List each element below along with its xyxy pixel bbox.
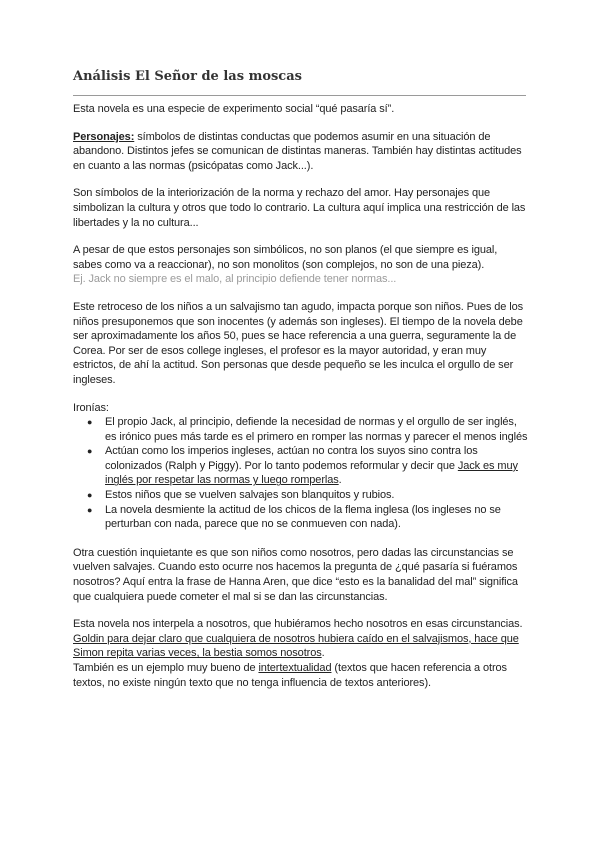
list-item xyxy=(105,444,528,488)
tambien-paragraph xyxy=(73,661,528,690)
personajes-paragraph xyxy=(73,130,528,174)
personajes-label: Personajes: xyxy=(73,130,135,143)
cuestion-paragraph: Otra cuestión inquietante es que son niños como nosotros, pero dadas las circunstancias se vuelven salvajes. Cuando esto ocurre nos hacemos la pregunta de ¿qué pasaría si fuéramos nosotros? Aquí entra la frase de Hanna Aren, que dice “esto es la banalidad del mal” significa que cualquiera puede cometer el mal si se dan las circunstancias. xyxy=(73,546,518,603)
apesar-paragraph xyxy=(73,243,528,287)
intro-paragraph: Esta novela es una especie de experimento social “qué pasaría sí”. xyxy=(73,103,395,115)
ironias-heading: Ironías: xyxy=(73,401,109,414)
interpela-underlined: Goldin para dejar claro que cualquiera de nosotros hubiera caído en el salvajismos, hace que Simon repita varias veces, la bestia somos nosotros xyxy=(73,632,519,660)
retroceso-paragraph: Este retroceso de los niños a un salvajismo tan agudo, impacta porque son niños. Pues de los niños presuponemos que son inocentes (y además son ingleses). El tiempo de la novela debe ser aproximadamente los años 50, pues se hace referencia a una guerra, seguramente la de Corea. Por ser de esos college ingleses, el profesor es la mayor autoridad, y eran muy estrictos, de ahí la actitud. Son personas que desde pequeño se les inculca el orgullo de ser ingleses. xyxy=(73,300,524,386)
list-item-text: Actúan como los imperios ingleses, actúan no contra los suyos sino contra los colonizados (Ralph y Piggy). Por lo tanto podemos reformular y decir que xyxy=(105,445,478,472)
document-body xyxy=(73,102,528,703)
document-title: Análisis El Señor de las moscas xyxy=(73,69,302,84)
list-item: ● Estos niños que se vuelven salvajes son blanquitos y rubios. xyxy=(105,488,528,503)
tambien-start: También es un ejemplo muy bueno de xyxy=(73,662,259,674)
interpela-text: Esta novela nos interpela a nosotros, que hubiéramos hecho nosotros en esas circunstancias. xyxy=(73,618,523,631)
personajes-text: símbolos de distintas conductas que podemos asumir en una situación de abandono. Distintos jefes se comunican de distintas maneras. También hay distintas actitudes en cuanto a las normas (psicópatas como Jack...). xyxy=(73,130,522,172)
list-item-end: . xyxy=(338,474,342,487)
tambien-end: (textos que hacen referencia a otros textos, no existe ningún texto que no tenga influencia de textos anteriores). xyxy=(73,662,507,689)
ejemplo-gray-text: Ej. Jack no siempre es el malo, al principio defiende tener normas... xyxy=(73,273,397,286)
interpela-paragraph xyxy=(73,617,528,661)
ironias-list xyxy=(73,415,528,532)
intertextualidad-term: intertextualidad xyxy=(258,662,332,674)
simbolos-paragraph: Son símbolos de la interiorización de la norma y rechazo del amor. Hay personajes que simbolizan la cultura y otros que todo lo contrario. La cultura aquí implica una restricción de las libertades y la no cultura... xyxy=(73,187,526,229)
list-item: ● El propio Jack, al principio, defiende la necesidad de normas y el orgullo de ser inglés, es irónico pues más tarde es el primero en romper las normas y parecer el menos inglés xyxy=(105,415,528,444)
interpela-end: . xyxy=(321,647,325,660)
list-item-underlined: Jack es muy inglés por respetar las normas y luego romperlas xyxy=(105,459,518,487)
apesar-text: A pesar de que estos personajes son simbólicos, no son planos (el que siempre es igual, sabes como va a reaccionar), no son monolitos (son complejos, no son de una pieza). xyxy=(73,244,498,271)
list-item: ● La novela desmiente la actitud de los chicos de la flema inglesa (los ingleses no se perturban con nada, parece que no se conmueven con nada). xyxy=(105,503,528,532)
title-divider xyxy=(73,95,526,96)
